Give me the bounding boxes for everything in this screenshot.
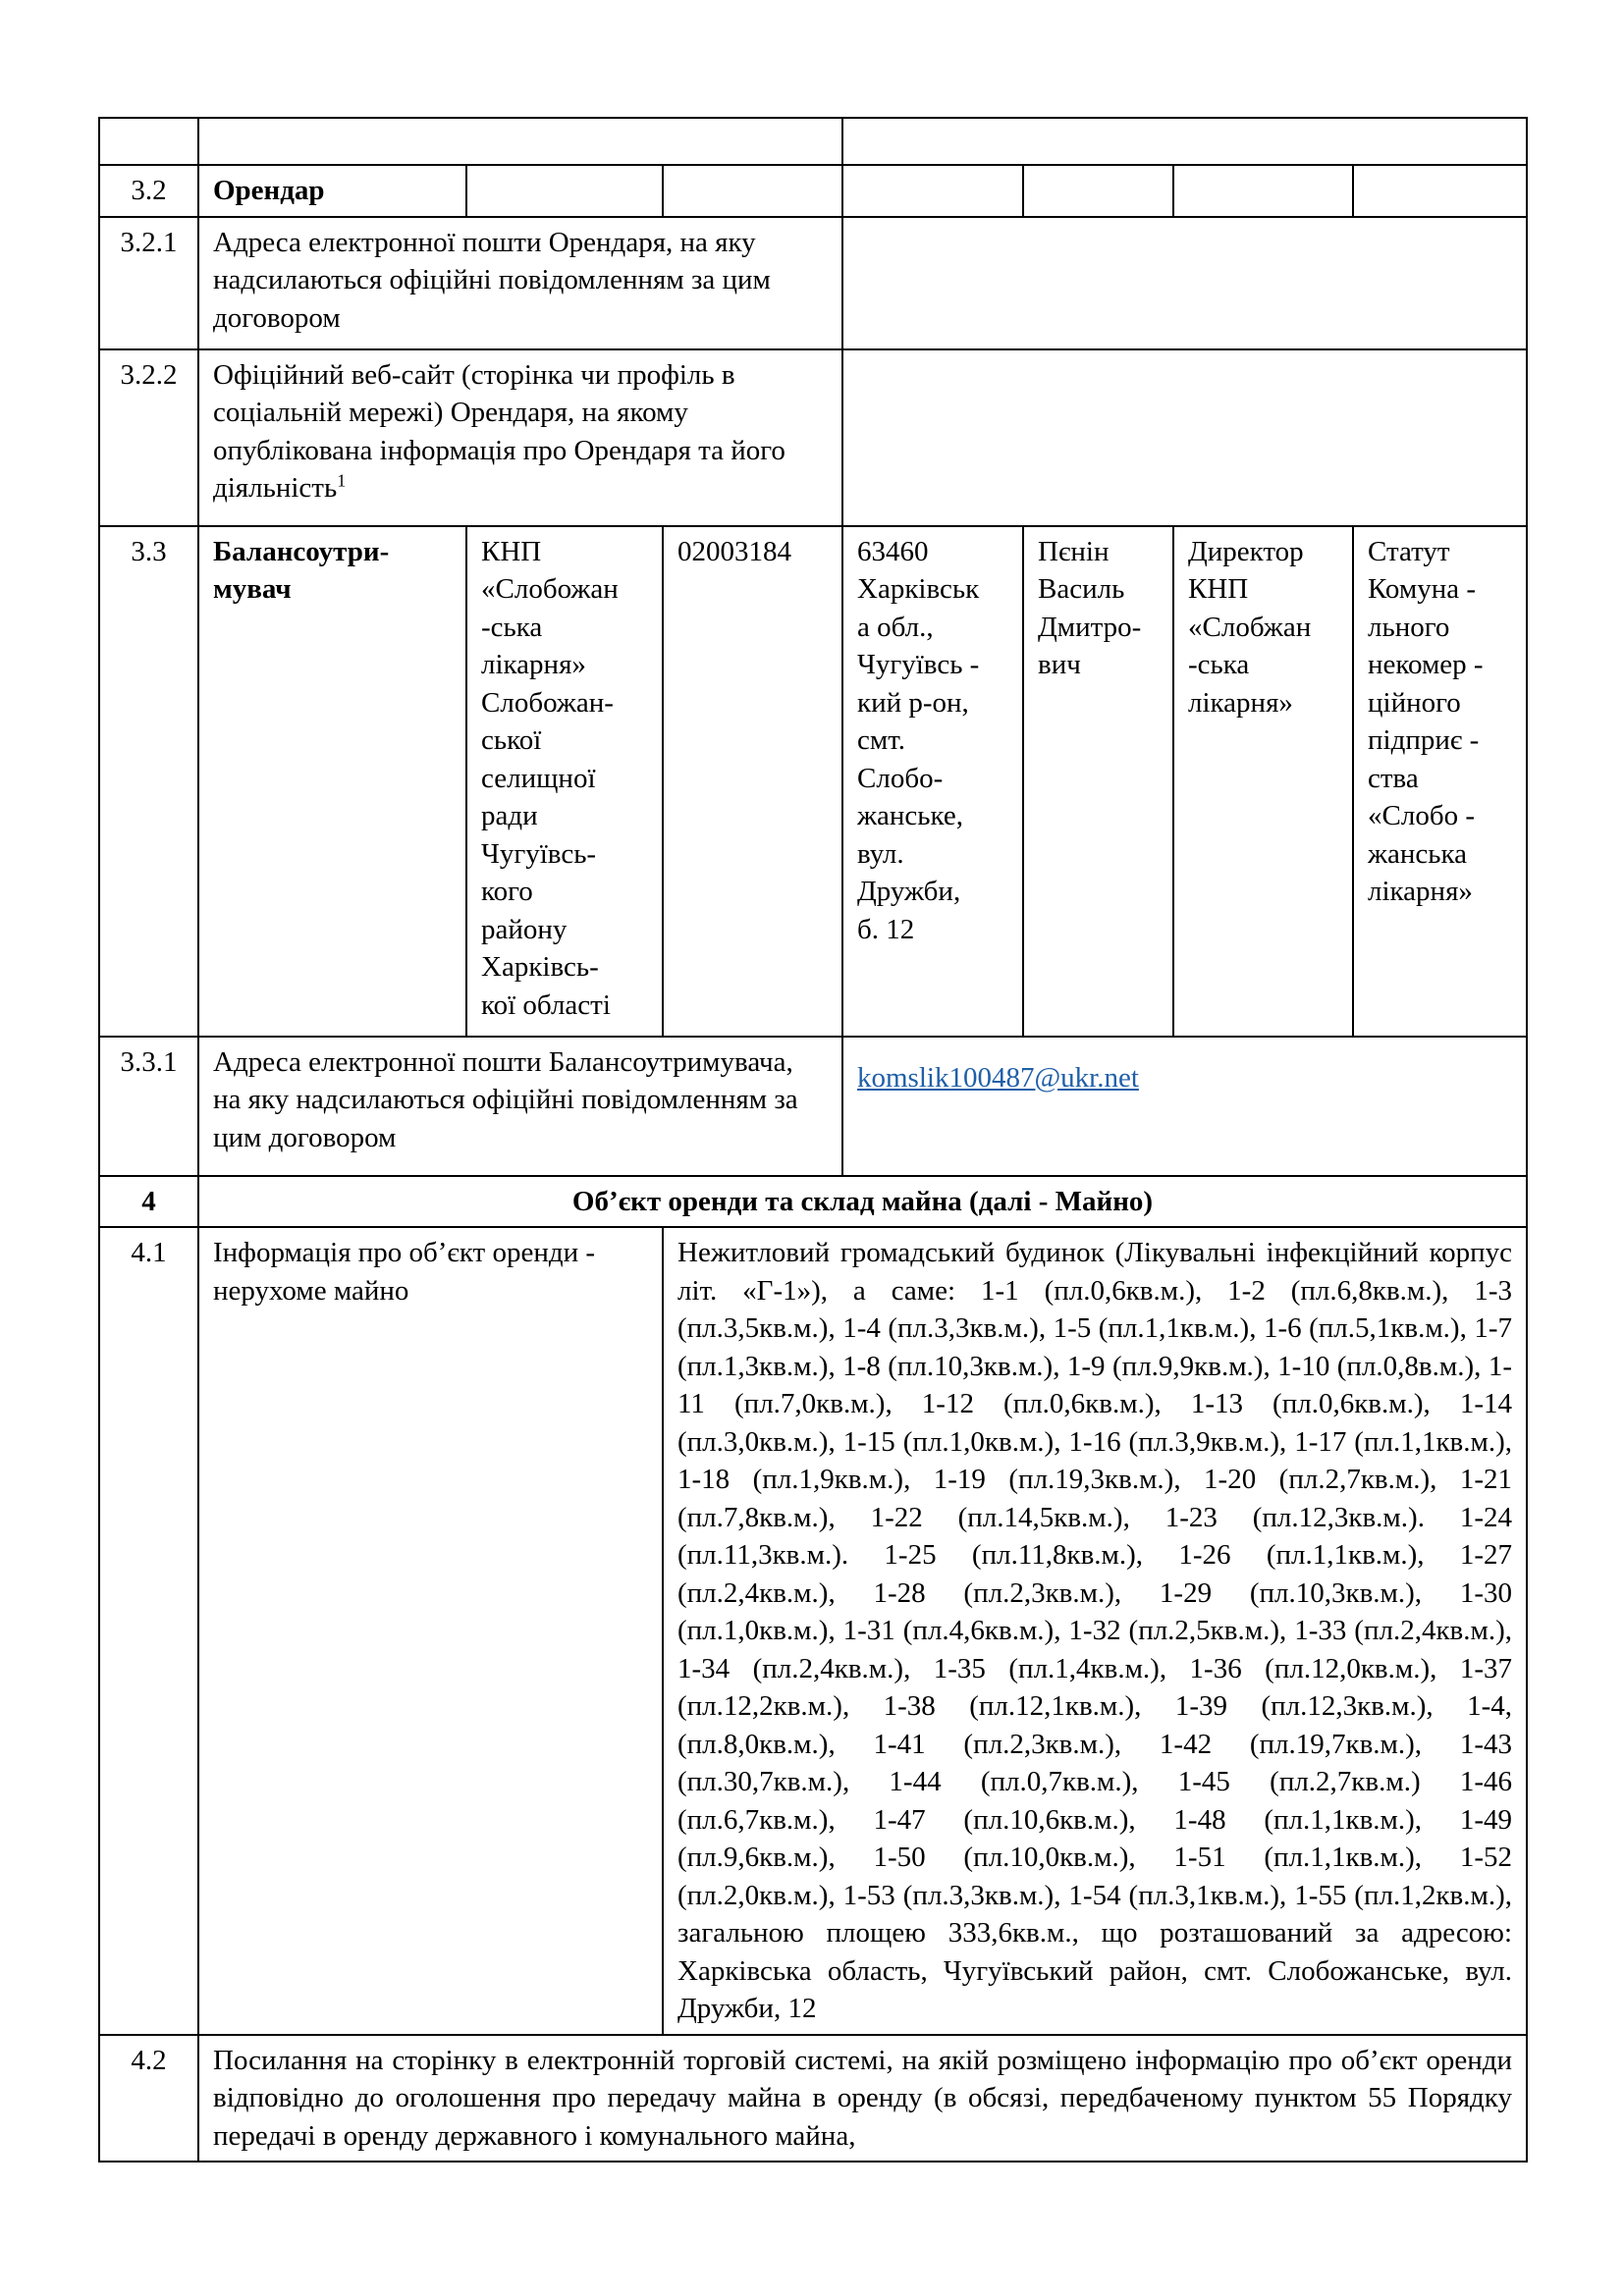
table-row-3-2-1: [99, 217, 1527, 349]
balance-holder-basis: Статут Комуна - льного некомер - ційного підприє - ства «Слобо - жанська лікарня»: [1353, 526, 1527, 1037]
empty-cell: [842, 165, 1023, 217]
balance-holder-name: КНП «Слобожан -ська лікарня» Слобожан- ської селищної ради Чугуївсь- кого району Харківсь- кої області: [466, 526, 663, 1037]
row-label-balance-holder-email: Адреса електронної пошти Балансоутримувача, на яку надсилаються офіційні повідомленням за цим договором: [198, 1037, 842, 1176]
empty-cell: [1023, 165, 1173, 217]
row-number: 3.2.1: [99, 217, 198, 349]
section-number: 4: [99, 1176, 198, 1228]
row-number: 4.1: [99, 1227, 198, 2035]
row-number: 3.3: [99, 526, 198, 1037]
table-row-4: [99, 1176, 1527, 1228]
empty-cell: [1173, 165, 1353, 217]
row-number: 4.2: [99, 2035, 198, 2163]
table-row-empty: [99, 118, 1527, 165]
empty-cell: [466, 165, 663, 217]
empty-cell: [99, 118, 198, 165]
row-number: 3.2.2: [99, 349, 198, 526]
table-row-4-1: [99, 1227, 1527, 2035]
row-label-tenant: Орендар: [198, 165, 466, 217]
property-description: Нежитловий громадський будинок (Лікувальні інфекційний корпус літ. «Г-1»), а саме: 1-1 (пл.0,6кв.м.), 1-2 (пл.6,8кв.м.), 1-3 (пл.3,5кв.м.), 1-4 (пл.3,3кв.м.), 1-5 (пл.1,1кв.м.), 1-6 (пл.5,1кв.м.), 1-7 (пл.1,3кв.м.), 1-8 (пл.10,3кв.м.), 1-9 (пл.9,9кв.м.), 1-10 (пл.0,8в.м.), 1-11 (пл.7,0кв.м.), 1-12 (пл.0,6кв.м.), 1-13 (пл.0,6кв.м.), 1-14 (пл.3,0кв.м.), 1-15 (пл.1,0кв.м.), 1-16 (пл.3,9кв.м.), 1-17 (пл.1,1кв.м.), 1-18 (пл.1,9кв.м.), 1-19 (пл.19,3кв.м.), 1-20 (пл.2,7кв.м.), 1-21 (пл.7,8кв.м.), 1-22 (пл.14,5кв.м.), 1-23 (пл.12,3кв.м.). 1-24 (пл.11,3кв.м.). 1-25 (пл.11,8кв.м.), 1-26 (пл.1,1кв.м.), 1-27 (пл.2,4кв.м.), 1-28 (пл.2,3кв.м.), 1-29 (пл.10,3кв.м.), 1-30 (пл.1,0кв.м.), 1-31 (пл.4,6кв.м.), 1-32 (пл.2,5кв.м.), 1-33 (пл.2,4кв.м.), 1-34 (пл.2,4кв.м.), 1-35 (пл.1,4кв.м.), 1-36 (пл.12,0кв.м.), 1-37 (пл.12,2кв.м.), 1-38 (пл.12,1кв.м.), 1-39 (пл.12,3кв.м.), 1-4, (пл.8,0кв.м.), 1-41 (пл.2,3кв.м.), 1-42 (пл.19,7кв.м.), 1-43 (пл.30,7кв.м.), 1-44 (пл.0,7кв.м.), 1-45 (пл.2,7кв.м.) 1-46 (пл.6,7кв.м.), 1-47 (пл.10,6кв.м.), 1-48 (пл.1,1кв.м.), 1-49 (пл.9,6кв.м.), 1-50 (пл.10,0кв.м.), 1-51 (пл.1,1кв.м.), 1-52 (пл.2,0кв.м.), 1-53 (пл.3,3кв.м.), 1-54 (пл.3,1кв.м.), 1-55 (пл.1,2кв.м.), загальною площею 333,6кв.м., що розташований за адресою: Харківська область, Чугуївський район, смт. Слобожанське, вул. Дружби, 12: [663, 1227, 1527, 2035]
row-label-balance-holder: Балансоутри- мувач: [198, 526, 466, 1037]
balance-holder-position: Директор КНП «Слобжан -ська лікарня»: [1173, 526, 1353, 1037]
row-number: 3.2: [99, 165, 198, 217]
tenant-website-label-text: Офіційний веб-сайт (сторінка чи профіль в соціальній мережі) Орендаря, на якому опублікована інформація про Орендаря та його діяльність: [213, 358, 785, 504]
table-row-4-2: [99, 2035, 1527, 2163]
balance-holder-code: 02003184: [663, 526, 842, 1037]
listing-link-description: Посилання на сторінку в електронній торговій системі, на якій розміщено інформацію про об’єкт оренди відповідно до оголошення про передачу майна в оренду (в обсязі, передбаченому пунктом 55 Порядку передачі в оренду державного і комунального майна,: [198, 2035, 1527, 2163]
row-number: 3.3.1: [99, 1037, 198, 1176]
empty-cell: [198, 118, 842, 165]
tenant-website-value: [842, 349, 1527, 526]
contract-table: [98, 117, 1528, 2163]
table-row-3-3: [99, 526, 1527, 1037]
row-label-property-info: Інформація про об’єкт оренди - нерухоме майно: [198, 1227, 663, 2035]
row-label-tenant-email: Адреса електронної пошти Орендаря, на яку надсилаються офіційні повідомленням за цим договором: [198, 217, 842, 349]
table-row-3-2: [99, 165, 1527, 217]
empty-cell: [1353, 165, 1527, 217]
footnote-marker: 1: [337, 470, 347, 491]
empty-cell: [663, 165, 842, 217]
balance-holder-address: 63460 Харківськ а обл., Чугуївсь - кий р-он, смт. Слобо- жанське, вул. Дружби, б. 12: [842, 526, 1023, 1037]
empty-cell: [842, 118, 1527, 165]
tenant-email-value: [842, 217, 1527, 349]
section-title: Об’єкт оренди та склад майна (далі - Майно): [198, 1176, 1527, 1228]
table-row-3-2-2: [99, 349, 1527, 526]
balance-holder-person: Пєнін Василь Дмитро- вич: [1023, 526, 1173, 1037]
balance-holder-email-cell: [842, 1037, 1527, 1176]
contract-page: [98, 117, 1526, 2163]
table-row-3-3-1: [99, 1037, 1527, 1176]
balance-holder-email-link[interactable]: komslik100487@ukr.net: [857, 1061, 1139, 1094]
row-label-tenant-website: [198, 349, 842, 526]
